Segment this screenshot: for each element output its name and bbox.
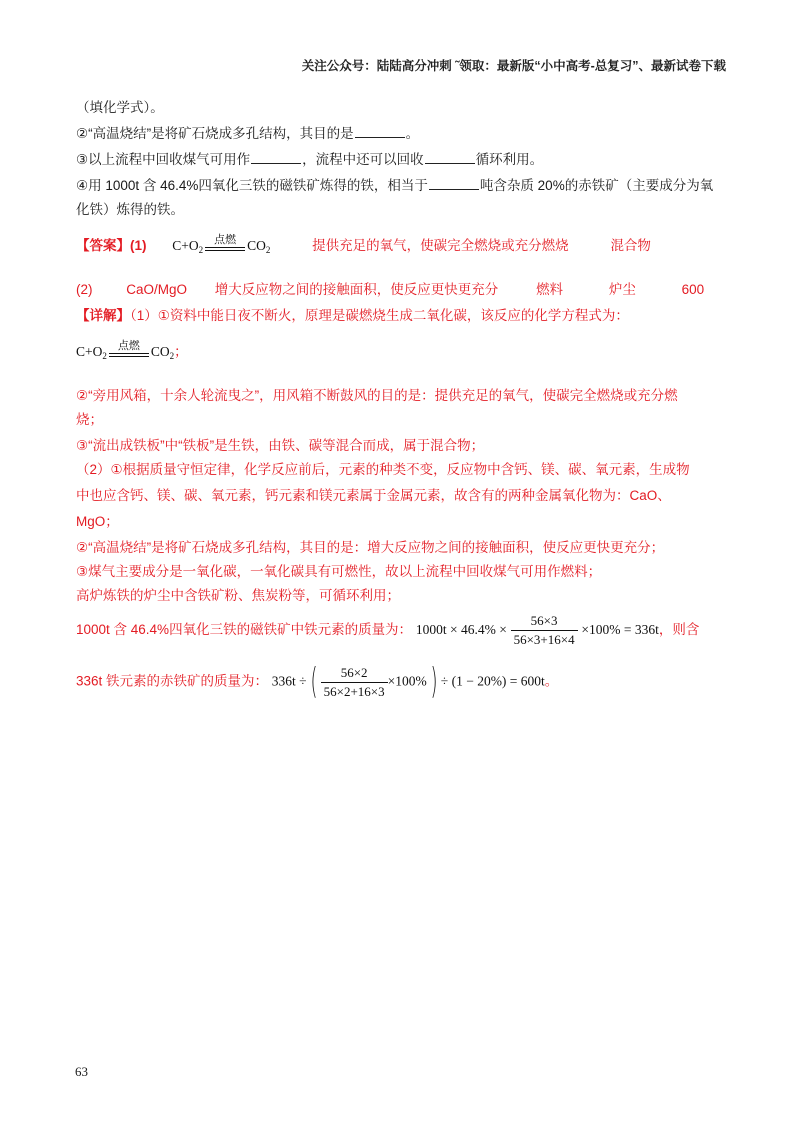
answer-1-2: 提供充足的氧气，使碳完全燃烧或充分燃烧 [312,238,569,253]
detail-line-11: 1000t 含 46.4%四氧化三铁的磁铁矿中铁元素的质量为： 1000t × 46.4% × $\frac{56\times 3}{56\times 3+16\times 4}$ ×100% = 336t，则含 [76,613,700,647]
page-header: 关注公众号：陆陆高分冲刺 ˜领取：最新版“小中高考-总复习”、最新试卷下载 [301,59,726,73]
answer-line-2: (2) CaO/MgO 增大反应物之间的接触面积，使反应更快更充分 燃料 炉尘 600 [76,282,705,297]
page-number: 63 [75,1064,88,1079]
detail-line-4: ③“流出成铁板”中“铁板”是生铁，由铁、碳等混合而成，属于混合物； [76,438,485,453]
detail-line-5: （2）①根据质量守恒定律，化学反应前后，元素的种类不变，反应物中含钙、镁、碳、氧元素，生成物 [76,462,690,477]
detail-line-3: 烧； [76,412,103,427]
detail-line-12: 336t 铁元素的赤铁矿的质量为： 336t ÷( $\frac{56\times 2}{56\times 2+16\times 3}$ ×100%) ÷ (1 − 20%) = 600t。 [76,661,559,702]
answer-line-1: 【答案】(1) $C+O_2$ 点燃 $CO_2$ 提供充足的氧气，使碳完全燃烧或充分燃烧 混合物 [76,233,651,255]
answer-2-1: CaO/MgO [126,282,188,297]
answer-blank [251,150,301,164]
question-line-3: ③以上流程中回收煤气可用作 ，流程中还可以回收 循环利用。 [76,152,544,167]
answer-blank [355,124,405,138]
answer-blank [425,150,475,164]
answer-blank [429,176,479,190]
detail-line-7: MgO； [76,514,119,529]
fraction-fe3o4: $\frac{56\times 3}{56\times 3+16\times 4}$ [511,612,578,649]
detail-line-8: ②“高温烧结”是将矿石烧成多孔结构，其目的是：增大反应物之间的接触面积，使反应更快更充分； [76,540,665,555]
detail-line-9: ③煤气主要成分是一氧化碳，一氧化碳具有可燃性，故以上流程中回收煤气可用作燃料； [76,564,602,579]
question-line-4: ④用 1000t 含 46.4%四氧化三铁的磁铁矿炼得的铁，相当于 吨含杂质 20%的赤铁矿（主要成分为氧 [76,178,714,193]
equation: $C+O_2$ [172,238,204,255]
detail-label: 【详解】 [76,308,130,323]
detail-line-6: 中也应含钙、镁、碳、氧元素，钙元素和镁元素属于金属元素，故含有的两种金属氧化物为：CaO、 [76,488,671,503]
answer-2-4: 炉尘 [608,282,636,297]
reaction-arrow: 点燃 [203,236,247,256]
detail-line-2: ②“旁用风箱，十余人轮流曳之”，用风箱不断鼓风的目的是：提供充足的氧气，使碳完全燃烧或充分燃 [76,388,678,403]
answer-2-5: 600 [681,282,705,297]
fraction-fe2o3: $\frac{56\times 2}{56\times 2+16\times 3}$ [321,664,388,701]
answer-1-3: 混合物 [610,238,651,253]
question-line-1: （填化学式）。 [76,100,164,115]
answer-2-3: 燃料 [536,282,564,297]
answer-label: 【答案】(1) [76,238,147,253]
detail-line-1: 【详解】（1）①资料中能日夜不断火，原理是碳燃烧生成二氧化碳，该反应的化学方程式为： [76,308,629,323]
answer-2-2: 增大反应物之间的接触面积，使反应更快更充分 [214,282,499,297]
detail-line-10: 高炉炼铁的炉尘中含铁矿粉、焦炭粉等，可循环利用； [76,588,400,603]
detail-equation: $C+O_2$ 点燃 $CO_2$； [76,339,188,361]
question-line-2: ②“高温烧结”是将矿石烧成多孔结构，其目的是 。 [76,126,420,141]
question-line-5: 化铁）炼得的铁。 [76,202,184,217]
